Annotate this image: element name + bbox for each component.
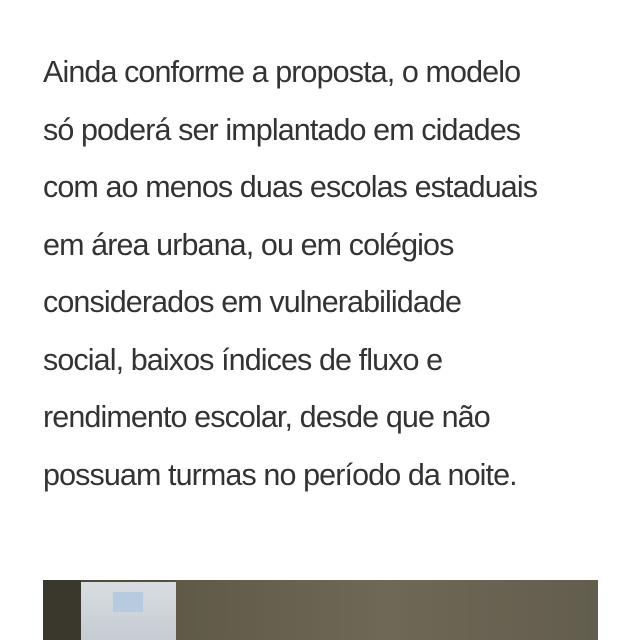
paragraph-line: Ainda conforme a proposta, o modelo (43, 55, 521, 89)
article-paragraph (43, 44, 610, 504)
paragraph-line: possuam turmas no período da noite. (43, 457, 517, 492)
photo-wall-area (176, 580, 598, 640)
photo-shadow-area (43, 580, 81, 640)
paragraph-line: só poderá ser implantado em cidades (43, 112, 521, 147)
paragraph-line: com ao menos duas escolas estaduais (43, 170, 538, 204)
paragraph-line: rendimento escolar, desde que não (43, 400, 490, 434)
paragraph-line: social, baixos índices de fluxo e (43, 342, 443, 377)
paragraph-line: em área urbana, ou em colégios (43, 227, 454, 262)
photo-paper-detail (113, 592, 143, 612)
article-photo (43, 580, 598, 640)
paragraph-line: considerados em vulnerabilidade (43, 285, 462, 319)
